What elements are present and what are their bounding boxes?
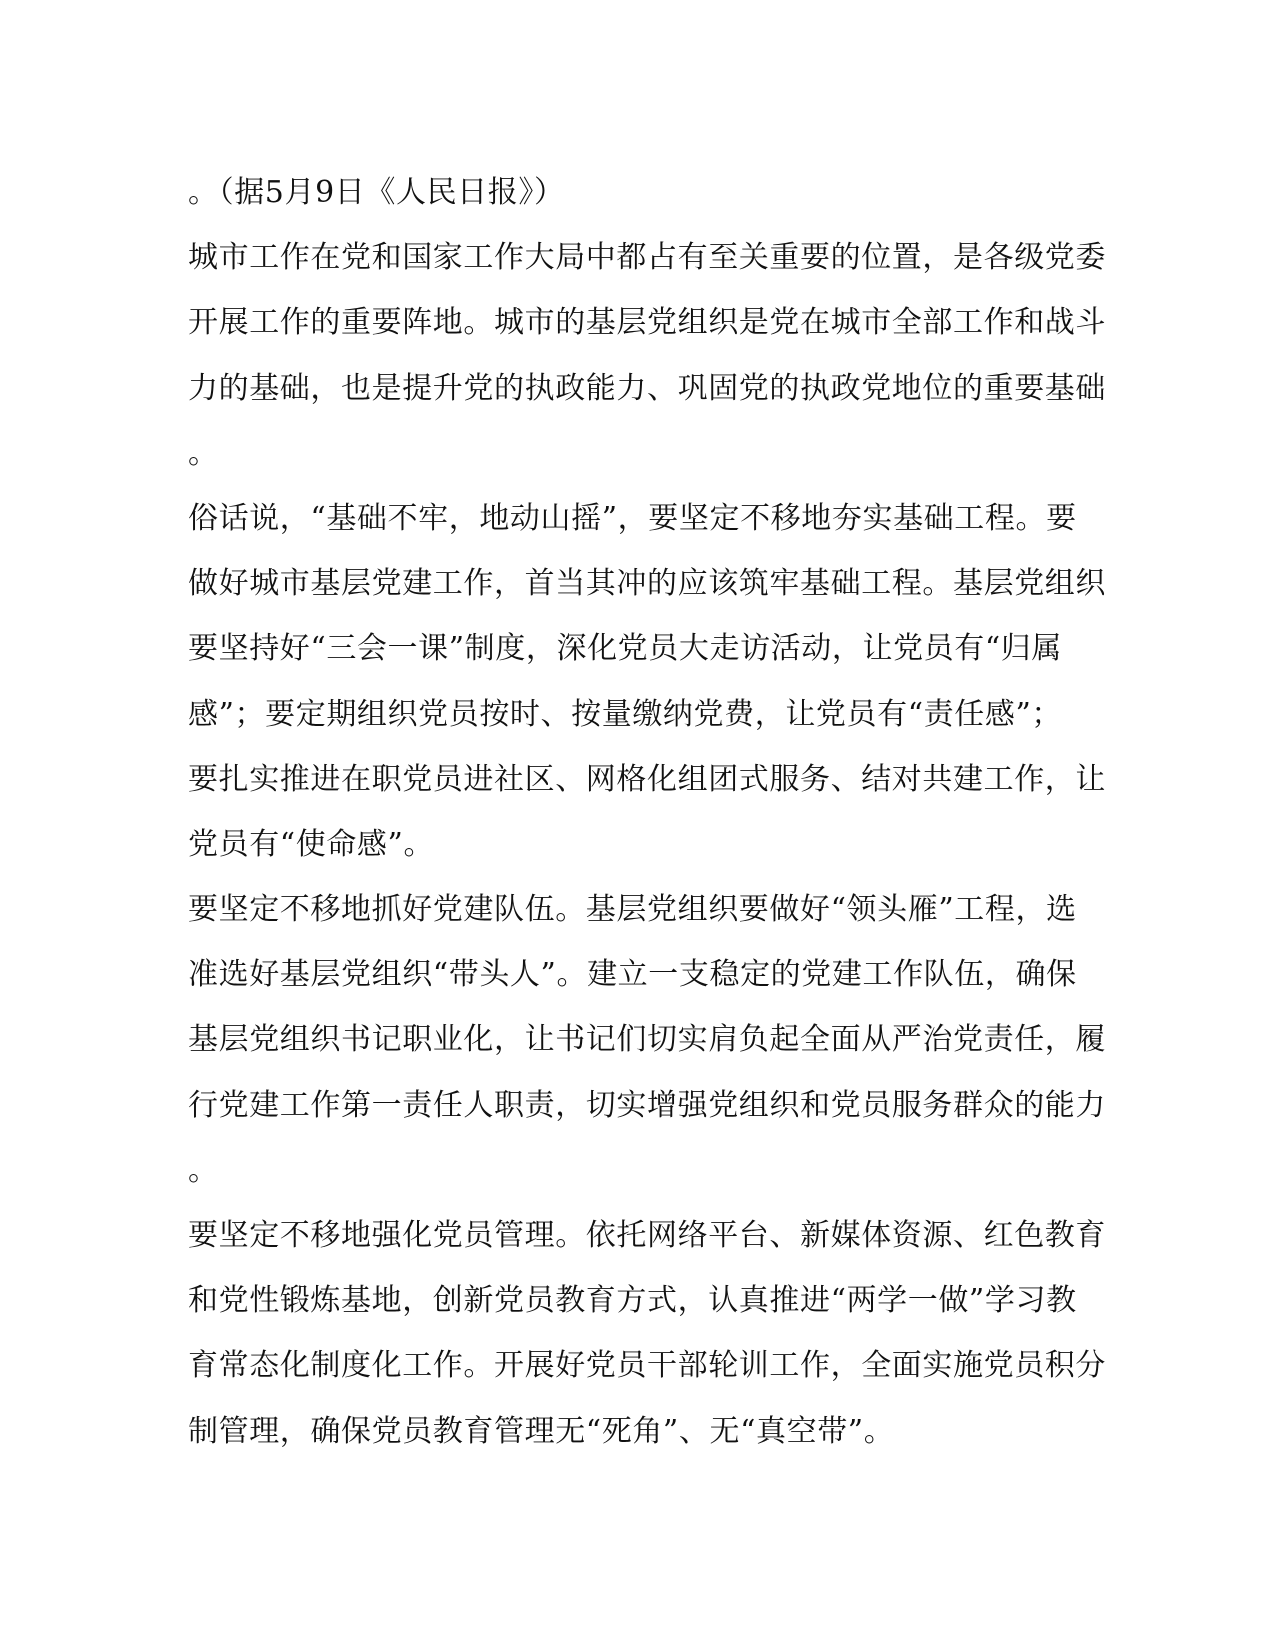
- text-line: 要坚持好“三会一课”制度，深化党员大走访活动，让党员有“归属: [188, 631, 1063, 667]
- text-line: 开展工作的重要阵地。城市的基层党组织是党在城市全部工作和战斗: [188, 305, 1106, 341]
- text-line: 感”；要定期组织党员按时、按量缴纳党费，让党员有“责任感”；: [188, 696, 1063, 732]
- text-line: 。（据5月9日《人民日报》）: [188, 175, 565, 210]
- text-line: 基层党组织书记职业化，让书记们切实肩负起全面从严治党责任，履: [188, 1022, 1106, 1058]
- text-line: 。: [188, 435, 219, 471]
- text-line: 城市工作在党和国家工作大局中都占有至关重要的位置，是各级党委: [188, 240, 1106, 276]
- text-line: 要扎实推进在职党员进社区、网格化组团式服务、结对共建工作，让: [188, 761, 1106, 797]
- text-line: 。: [188, 1152, 219, 1188]
- text-line: 要坚定不移地抓好党建队伍。基层党组织要做好“领头雁”工程，选: [188, 892, 1077, 928]
- text-line: 党员有“使命感”。: [188, 826, 435, 862]
- text-line: 制管理，确保党员教育管理无“死角”、无“真空带”。: [188, 1413, 895, 1449]
- text-line: 育常态化制度化工作。开展好党员干部轮训工作，全面实施党员积分: [188, 1348, 1106, 1384]
- text-line: 力的基础，也是提升党的执政能力、巩固党的执政党地位的重要基础: [188, 370, 1106, 406]
- text-line: 和党性锻炼基地，创新党员教育方式，认真推进“两学一做”学习教: [188, 1283, 1077, 1319]
- text-line: 要坚定不移地强化党员管理。依托网络平台、新媒体资源、红色教育: [188, 1218, 1106, 1253]
- text-line: 准选好基层党组织“带头人”。建立一支稳定的党建工作队伍，确保: [188, 957, 1077, 993]
- text-line: 行党建工作第一责任人职责，切实增强党组织和党员服务群众的能力: [188, 1087, 1106, 1123]
- text-line: 俗话说，“基础不牢，地动山摇”，要坚定不移地夯实基础工程。要: [188, 500, 1077, 536]
- document-body: [188, 160, 1106, 1464]
- text-line: 做好城市基层党建工作，首当其冲的应该筑牢基础工程。基层党组织: [188, 566, 1106, 602]
